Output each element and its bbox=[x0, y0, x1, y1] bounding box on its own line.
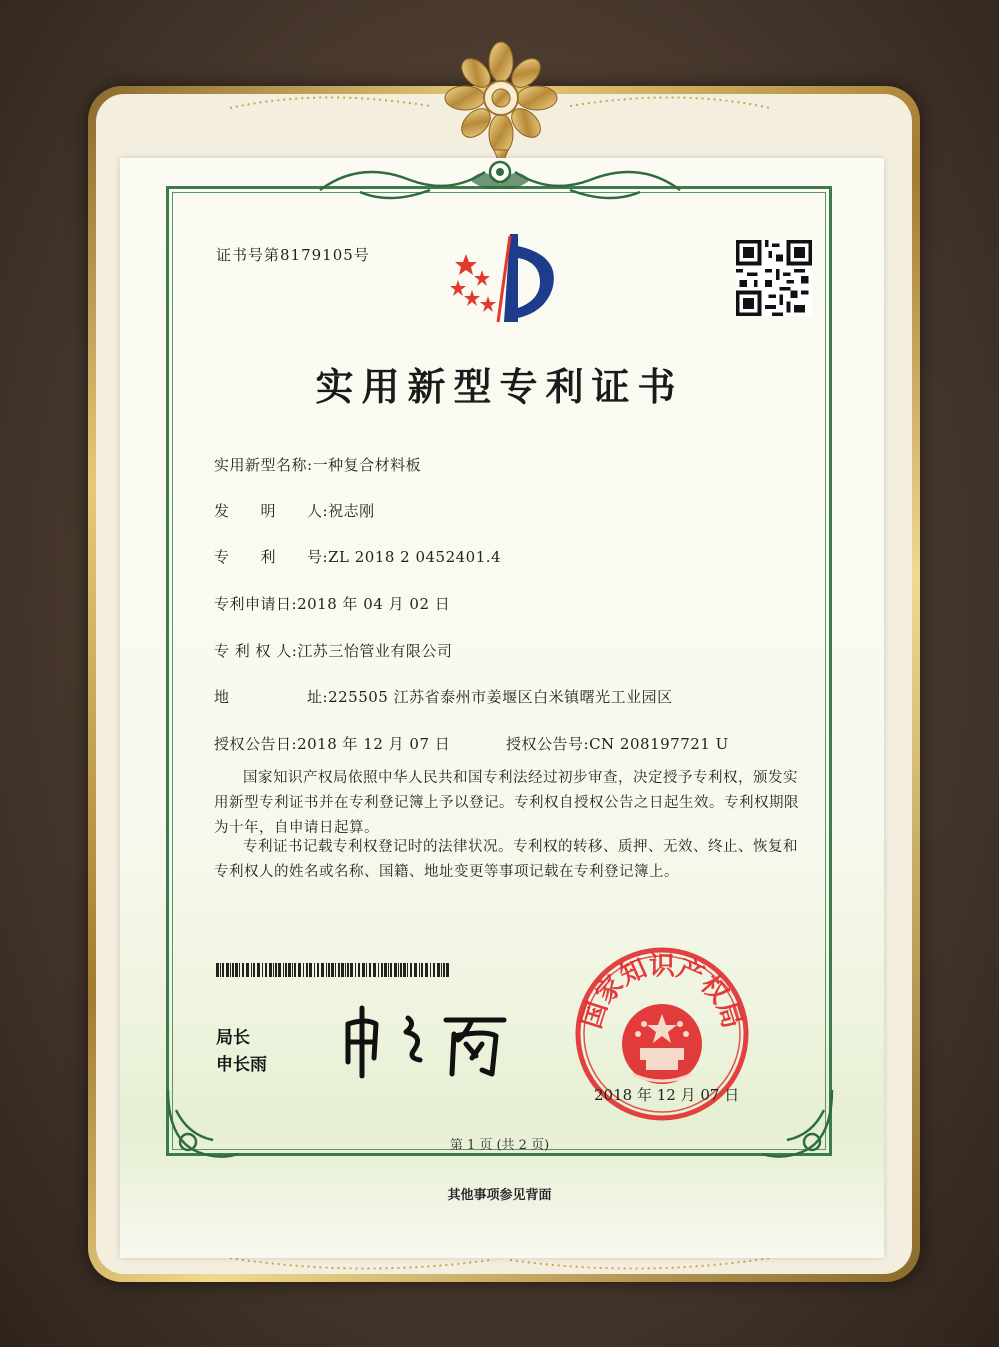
barcode-bar bbox=[220, 963, 221, 977]
barcode-bar bbox=[246, 963, 249, 977]
certificate-number: 证书号第8179105号 bbox=[216, 246, 370, 264]
barcode-bar bbox=[443, 963, 445, 977]
field-patentee bbox=[214, 640, 452, 661]
barcode-bar bbox=[216, 963, 219, 977]
barcode-bar bbox=[253, 963, 255, 977]
field-label: 专 利 号: bbox=[214, 548, 329, 566]
field-value: 一种复合材料板 bbox=[312, 456, 422, 474]
chief-name: 申长雨 bbox=[216, 1055, 267, 1075]
green-scroll-ornament-icon bbox=[300, 150, 700, 210]
barcode-bar bbox=[321, 963, 324, 977]
cnipa-logo-icon bbox=[436, 226, 566, 330]
barcode-bar bbox=[394, 963, 397, 977]
barcode-bar bbox=[331, 963, 334, 977]
corner-ornament-right-icon bbox=[752, 1080, 842, 1170]
barcode-bar bbox=[407, 963, 408, 977]
field-label: 专利申请日: bbox=[214, 595, 298, 613]
barcode-bar bbox=[441, 963, 442, 977]
barcode-bar bbox=[265, 963, 267, 977]
field-value: 2018 年 12 月 07 日 bbox=[297, 735, 451, 753]
frame-top-ornament-icon bbox=[220, 88, 780, 118]
barcode-bar bbox=[309, 963, 312, 977]
barcode-bar bbox=[425, 963, 428, 977]
field-value: 祝志刚 bbox=[328, 502, 375, 520]
barcode-bar bbox=[341, 963, 344, 977]
barcode-bar bbox=[403, 963, 406, 977]
barcode-bar bbox=[326, 963, 327, 977]
barcode-bar bbox=[285, 963, 287, 977]
barcode-bar bbox=[358, 963, 360, 977]
field-patent-number bbox=[214, 546, 501, 567]
barcode-bar bbox=[283, 963, 284, 977]
barcode-bar bbox=[362, 963, 365, 977]
field-value: 225505 江苏省泰州市姜堰区白米镇曙光工业园区 bbox=[328, 688, 673, 706]
barcode-bar bbox=[421, 963, 423, 977]
field-label: 授权公告日: bbox=[214, 735, 298, 753]
barcode-bar bbox=[373, 963, 376, 977]
handwritten-signature-icon bbox=[336, 1000, 512, 1080]
barcode-bar bbox=[419, 963, 420, 977]
barcode-bar bbox=[306, 963, 308, 977]
barcode-bar bbox=[446, 963, 449, 977]
barcode-bar bbox=[269, 963, 272, 977]
barcode-bar bbox=[222, 963, 224, 977]
barcode-bar bbox=[317, 963, 319, 977]
barcode-bar bbox=[378, 963, 379, 977]
barcode-bar bbox=[303, 963, 304, 977]
barcode-bar bbox=[235, 963, 238, 977]
barcode-bar bbox=[251, 963, 252, 977]
field-label: 地 址: bbox=[214, 688, 329, 706]
field-value: 2018 年 04 月 02 日 bbox=[297, 595, 451, 613]
legal-status-paragraph: 专利证书记载专利权登记时的法律状况。专利权的转移、质押、无效、终止、恢复和专利权人的姓名或名称、国籍、地址变更等事项记载在专利登记簿上。 bbox=[214, 839, 798, 880]
field-value: 江苏三怡管业有限公司 bbox=[297, 642, 453, 660]
barcode-bar bbox=[226, 963, 229, 977]
field-inventor bbox=[214, 500, 375, 521]
barcode-bar bbox=[410, 963, 412, 977]
barcode-bar bbox=[273, 963, 274, 977]
barcode-bar bbox=[328, 963, 330, 977]
barcode-bar bbox=[369, 963, 371, 977]
barcode-bar bbox=[278, 963, 281, 977]
field-announcement-date bbox=[214, 733, 450, 754]
barcode-bar bbox=[388, 963, 389, 977]
barcode-bar bbox=[366, 963, 367, 977]
barcode-bar bbox=[437, 963, 440, 977]
field-utility-model-name bbox=[214, 454, 421, 475]
barcode-bar bbox=[294, 963, 296, 977]
barcode-icon bbox=[216, 963, 452, 977]
barcode-bar bbox=[230, 963, 231, 977]
barcode-bar bbox=[381, 963, 383, 977]
barcode-bar bbox=[242, 963, 244, 977]
barcode-bar bbox=[288, 963, 291, 977]
barcode-bar bbox=[350, 963, 353, 977]
barcode-bar bbox=[398, 963, 399, 977]
back-note: 其他事项参见背面 bbox=[447, 1188, 552, 1203]
page-number: 第 1 页 (共 2 页) bbox=[449, 1138, 550, 1153]
barcode-bar bbox=[275, 963, 277, 977]
field-value: CN 208197721 U bbox=[589, 735, 729, 753]
barcode-bar bbox=[338, 963, 340, 977]
barcode-bar bbox=[433, 963, 435, 977]
field-filing-date bbox=[214, 593, 450, 614]
field-value: ZL 2018 2 0452401.4 bbox=[328, 548, 502, 566]
field-announcement-number bbox=[506, 733, 729, 754]
certificate-title: 实用新型专利证书 bbox=[315, 364, 684, 409]
barcode-bar bbox=[232, 963, 234, 977]
field-label: 专 利 权 人: bbox=[214, 642, 298, 660]
seal-text: 国家知识产权局 bbox=[577, 951, 747, 1033]
barcode-bar bbox=[292, 963, 293, 977]
corner-ornament-left-icon bbox=[158, 1080, 248, 1170]
barcode-bar bbox=[298, 963, 301, 977]
field-label: 发 明 人: bbox=[214, 502, 329, 520]
field-address bbox=[214, 686, 673, 707]
barcode-bar bbox=[355, 963, 356, 977]
field-label: 授权公告号: bbox=[506, 735, 590, 753]
barcode-bar bbox=[262, 963, 263, 977]
qr-code-icon bbox=[736, 240, 812, 316]
chief-title: 局长 bbox=[216, 1028, 250, 1048]
field-label: 实用新型名称: bbox=[214, 456, 313, 474]
barcode-bar bbox=[345, 963, 346, 977]
barcode-bar bbox=[314, 963, 315, 977]
barcode-bar bbox=[384, 963, 387, 977]
barcode-bar bbox=[400, 963, 402, 977]
barcode-bar bbox=[347, 963, 349, 977]
barcode-bar bbox=[257, 963, 260, 977]
seal-date: 2018 年 12 月 07 日 bbox=[594, 1086, 740, 1104]
barcode-bar bbox=[335, 963, 336, 977]
barcode-bar bbox=[414, 963, 417, 977]
barcode-bar bbox=[239, 963, 240, 977]
barcode-bar bbox=[430, 963, 431, 977]
barcode-bar bbox=[390, 963, 392, 977]
grant-statement-paragraph: 国家知识产权局依照中华人民共和国专利法经过初步审查，决定授予专利权，颁发实用新型专利证书并在专利登记簿上予以登记。专利权自授权公告之日起生效。专利权期限为十年，自申请日起算。 bbox=[214, 770, 799, 836]
